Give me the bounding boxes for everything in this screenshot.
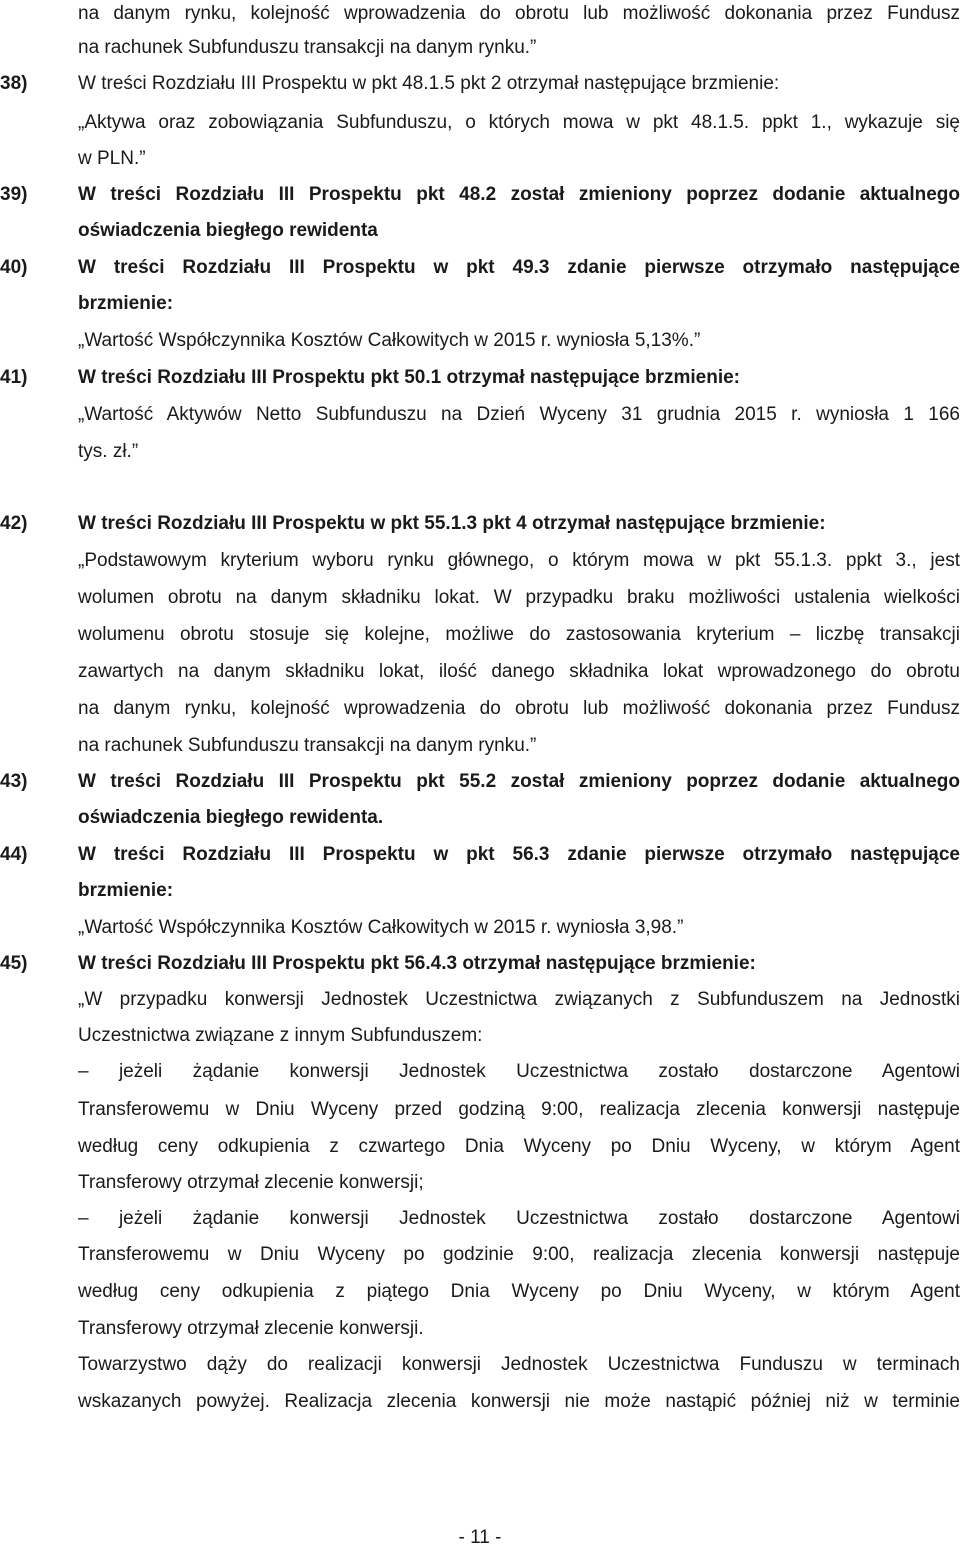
quote-line: – jeżeli żądanie konwersji Jednostek Uczestnictwa zostało dostarczone Agentowi <box>78 1208 960 1229</box>
item-header: W treści Rozdziału III Prospektu pkt 48.2 został zmieniony poprzez dodanie aktualnego <box>78 184 960 205</box>
item-number: 39) <box>0 184 28 205</box>
item-number: 40) <box>0 257 28 278</box>
item-header: W treści Rozdziału III Prospektu w pkt 48.1.5 pkt 2 otrzymał następujące brzmienie: <box>78 73 780 94</box>
quote-line: Transferowemu w Dniu Wyceny po godzinie 9:00, realizacja zlecenia konwersji następuje <box>78 1244 960 1265</box>
quote-line: wolumenu obrotu stosuje się kolejne, możliwe do zastosowania kryterium – liczbę transakcji <box>78 624 960 645</box>
quote-line: na rachunek Subfunduszu transakcji na danym rynku.” <box>78 735 537 756</box>
quote-line: „Aktywa oraz zobowiązania Subfunduszu, o których mowa w pkt 48.1.5. ppkt 1., wykazuje się <box>78 112 960 133</box>
quote-line: „Wartość Współczynnika Kosztów Całkowitych w 2015 r. wyniosła 5,13%.” <box>78 330 701 351</box>
quote-line: Towarzystwo dąży do realizacji konwersji Jednostek Uczestnictwa Funduszu w terminach <box>78 1354 960 1375</box>
item-header: W treści Rozdziału III Prospektu pkt 55.2 został zmieniony poprzez dodanie aktualnego <box>78 771 960 792</box>
quote-line: „Podstawowym kryterium wyboru rynku głównego, o którym mowa w pkt 55.1.3. ppkt 3., jest <box>78 550 960 571</box>
quote-line: według ceny odkupienia z czwartego Dnia Wyceny po Dniu Wyceny, w którym Agent <box>78 1136 960 1157</box>
item-number: 42) <box>0 513 28 534</box>
quote-line: „W przypadku konwersji Jednostek Uczestnictwa związanych z Subfunduszem na Jednostki <box>78 989 960 1010</box>
item-header: W treści Rozdziału III Prospektu pkt 50.1 otrzymał następujące brzmienie: <box>78 367 741 388</box>
item-number: 41) <box>0 367 28 388</box>
quote-line: „Wartość Współczynnika Kosztów Całkowitych w 2015 r. wyniosła 3,98.” <box>78 917 684 938</box>
item-number: 43) <box>0 771 28 792</box>
item-number: 38) <box>0 73 28 94</box>
text-line: na rachunek Subfunduszu transakcji na danym rynku.” <box>78 37 537 58</box>
item-header: W treści Rozdziału III Prospektu w pkt 49.3 zdanie pierwsze otrzymało następujące <box>78 257 960 278</box>
item-header: W treści Rozdziału III Prospektu w pkt 55.1.3 pkt 4 otrzymał następujące brzmienie: <box>78 513 826 534</box>
quote-line: Transferowy otrzymał zlecenie konwersji; <box>78 1172 424 1193</box>
quote-line: Transferowemu w Dniu Wyceny przed godziną 9:00, realizacja zlecenia konwersji następuje <box>78 1099 960 1120</box>
item-number: 45) <box>0 953 28 974</box>
quote-line: – jeżeli żądanie konwersji Jednostek Uczestnictwa zostało dostarczone Agentowi <box>78 1061 960 1082</box>
quote-line: w PLN.” <box>78 148 146 169</box>
quote-line: Uczestnictwa związane z innym Subfunduszem: <box>78 1025 483 1046</box>
quote-line: zawartych na danym składniku lokat, ilość danego składnika lokat wprowadzonego do obrotu <box>78 661 960 682</box>
page-number: - 11 - <box>458 1527 502 1548</box>
item-header: brzmienie: <box>78 880 174 901</box>
quote-line: tys. zł.” <box>78 441 139 462</box>
item-header: W treści Rozdziału III Prospektu pkt 56.4.3 otrzymał następujące brzmienie: <box>78 953 756 974</box>
quote-line: wskazanych powyżej. Realizacja zlecenia konwersji nie może nastąpić później niż w terminie <box>78 1391 960 1412</box>
quote-line: „Wartość Aktywów Netto Subfunduszu na Dzień Wyceny 31 grudnia 2015 r. wyniosła 1 166 <box>78 404 960 425</box>
item-header: W treści Rozdziału III Prospektu w pkt 56.3 zdanie pierwsze otrzymało następujące <box>78 844 960 865</box>
item-header: oświadczenia biegłego rewidenta. <box>78 807 384 828</box>
quote-line: Transferowy otrzymał zlecenie konwersji. <box>78 1318 424 1339</box>
text-line: na danym rynku, kolejność wprowadzenia do obrotu lub możliwość dokonania przez Fundusz <box>78 3 960 24</box>
item-number: 44) <box>0 844 28 865</box>
item-header: brzmienie: <box>78 293 174 314</box>
item-header: oświadczenia biegłego rewidenta <box>78 220 378 241</box>
quote-line: według ceny odkupienia z piątego Dnia Wyceny po Dniu Wyceny, w którym Agent <box>78 1281 960 1302</box>
quote-line: na danym rynku, kolejność wprowadzenia do obrotu lub możliwość dokonania przez Fundusz <box>78 698 960 719</box>
quote-line: wolumen obrotu na danym składniku lokat. W przypadku braku możliwości ustalenia wielkości <box>78 587 960 608</box>
